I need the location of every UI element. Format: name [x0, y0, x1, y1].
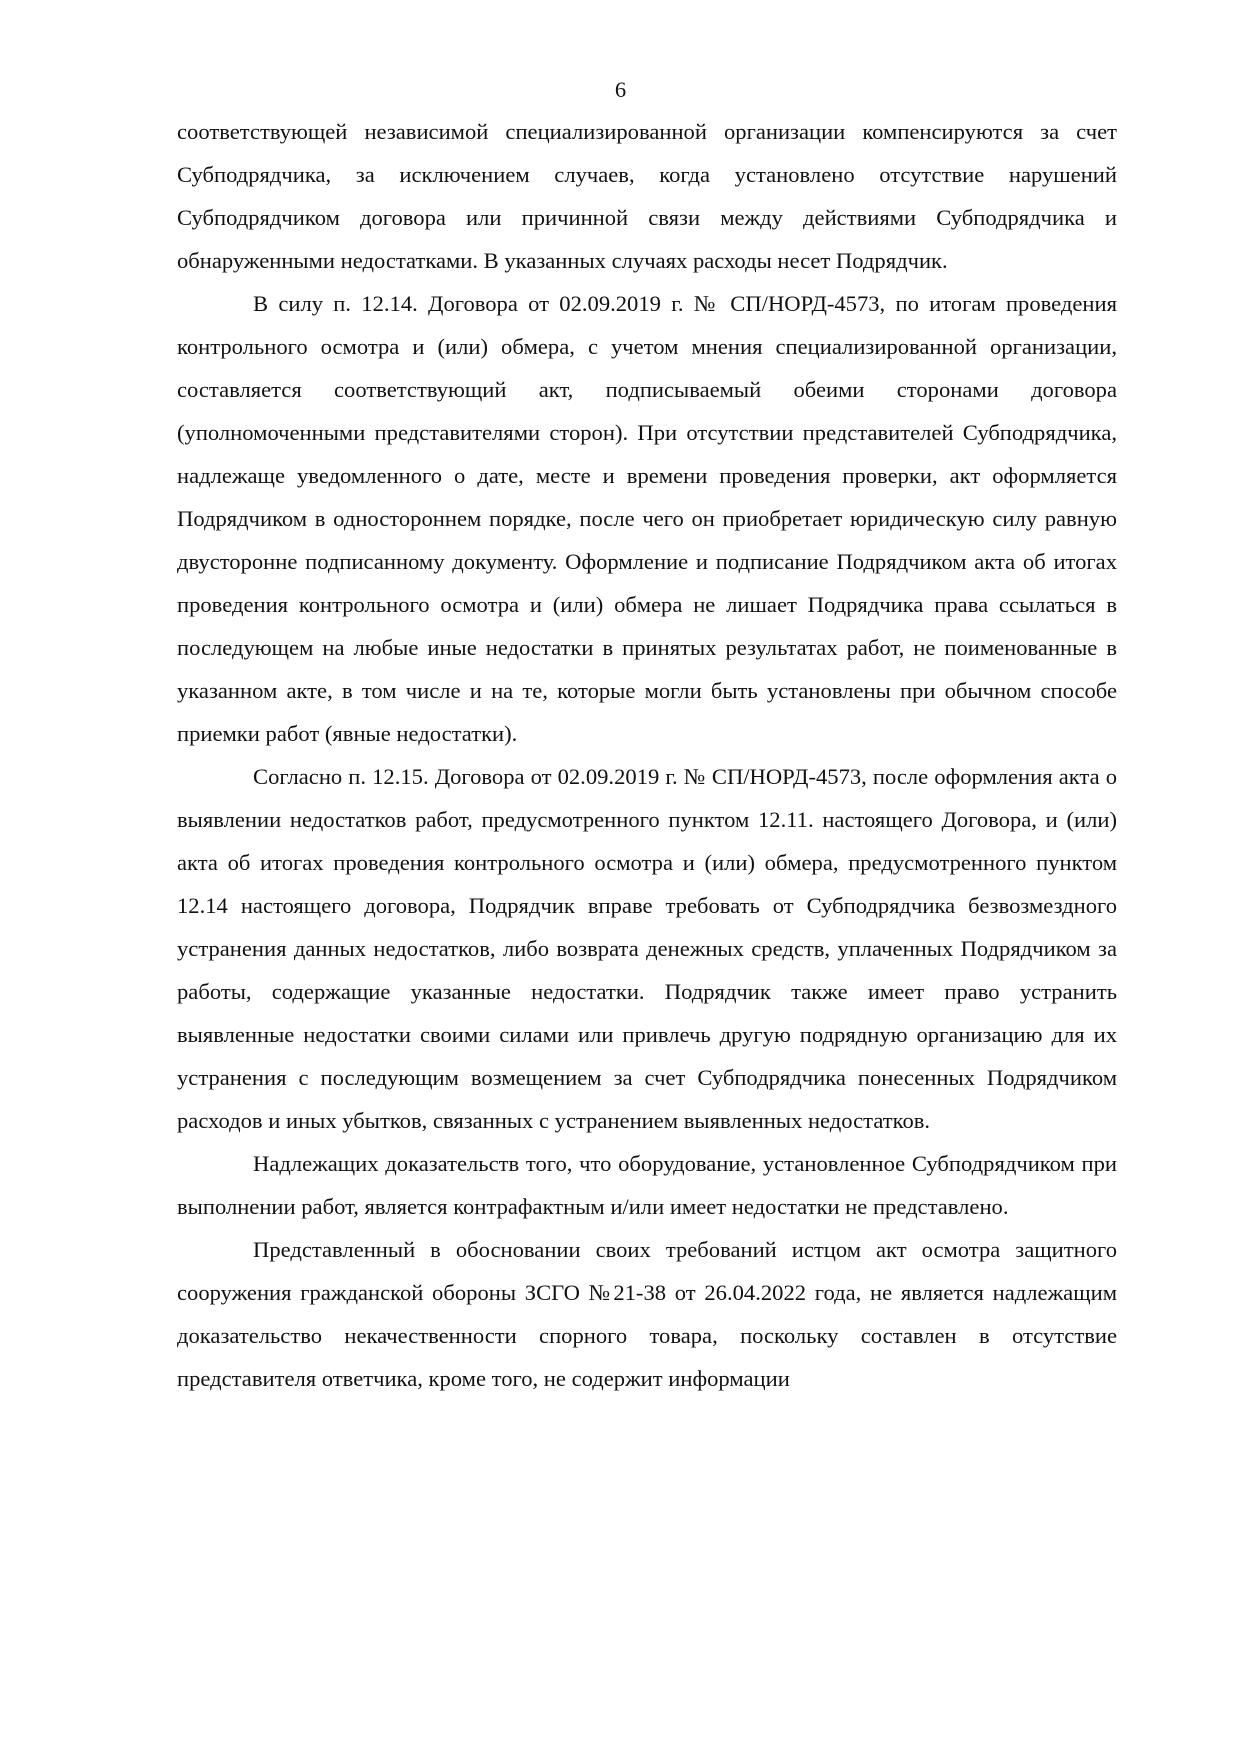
page-number: 6 [614, 77, 627, 102]
paragraph-clause-12-15: Согласно п. 12.15. Договора от 02.09.2019 г. № СП/НОРД-4573, после оформления акта о выявлении недостатков работ, предусмотренного пунктом 12.11. настоящего Договора, и (или) акта об итогах проведения контрольного осмотра и (или) обмера, предусмотренного пунктом 12.14 настоящего договора, Подрядчик вправе требовать от Субподрядчика безвозмездного устранения данных недостатков, либо возврата денежных средств, уплаченных Подрядчиком за работы, содержащие указанные недостатки. Подрядчик также имеет право устранить выявленные недостатки своими силами или привлечь другую подрядную организацию для их устранения с последующим возмещением за счет Субподрядчика понесенных Подрядчиком расходов и иных убытков, связанных с устранением выявленных недостатков. [177, 764, 1117, 1133]
paragraph-inspection-act: Представленный в обосновании своих требований истцом акт осмотра защитного сооружения гражданской обороны ЗСГО №21-38 от 26.04.2022 года, не является надлежащим доказательство некачественности спорного товара, поскольку составлен в отсутствие представителя ответчика, кроме того, не содержит информации [177, 1237, 1117, 1391]
paragraph-continuation: соответствующей независимой специализированной организации компенсируются за счет Субподрядчика, за исключением случаев, когда установлено отсутствие нарушений Субподрядчиком договора или причинной связи между действиями Субподрядчика и обнаруженными недостатками. В указанных случаях расходы несет Подрядчик. [177, 119, 1117, 273]
document-body [177, 110, 1117, 1400]
paragraph-no-evidence: Надлежащих доказательств того, что оборудование, установленное Субподрядчиком при выполнении работ, является контрафактным и/или имеет недостатки не представлено. [177, 1151, 1117, 1219]
paragraph-clause-12-14: В силу п. 12.14. Договора от 02.09.2019 г. № СП/НОРД-4573, по итогам проведения контрольного осмотра и (или) обмера, с учетом мнения специализированной организации, составляется соответствующий акт, подписываемый обеими сторонами договора (уполномоченными представителями сторон). При отсутствии представителей Субподрядчика, надлежаще уведомленного о дате, месте и времени проведения проверки, акт оформляется Подрядчиком в одностороннем порядке, после чего он приобретает юридическую силу равную двусторонне подписанному документу. Оформление и подписание Подрядчиком акта об итогах проведения контрольного осмотра и (или) обмера не лишает Подрядчика права ссылаться в последующем на любые иные недостатки в принятых результатах работ, не поименованные в указанном акте, в том числе и на те, которые могли быть установлены при обычном способе приемки работ (явные недостатки). [177, 291, 1117, 746]
